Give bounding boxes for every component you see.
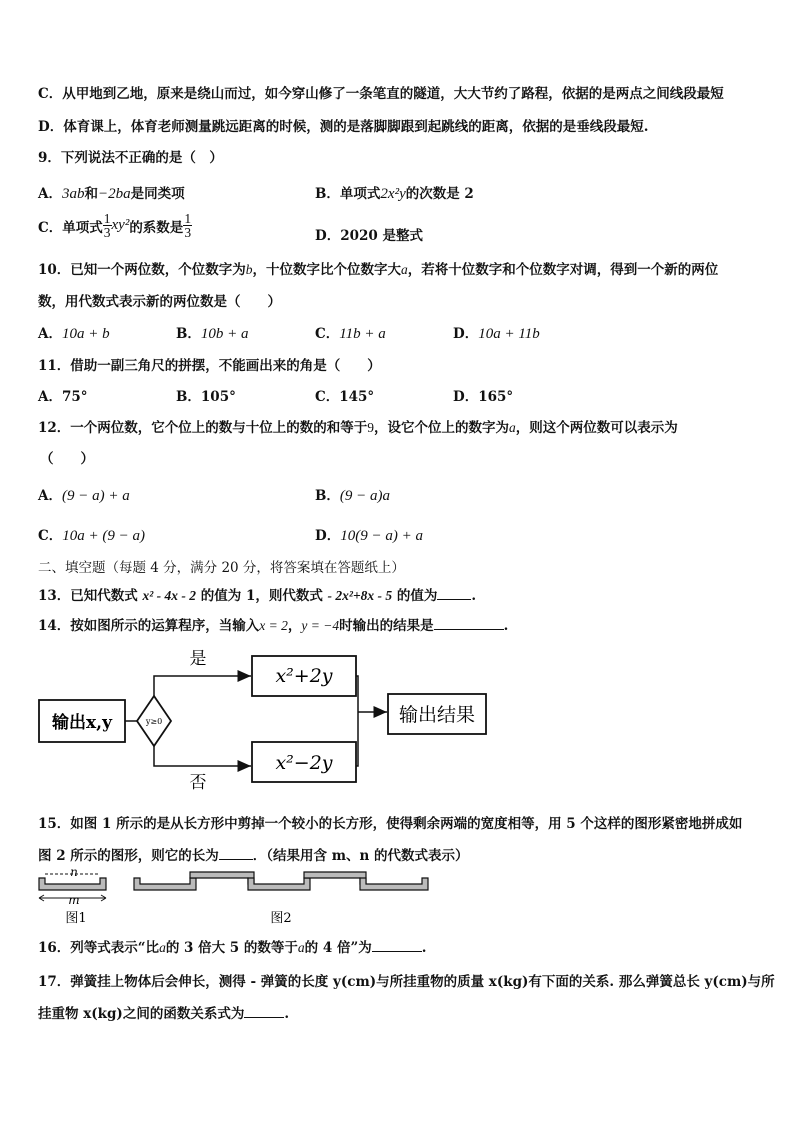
q11-option-b: B．105° xyxy=(176,389,236,405)
flowchart-condition-label: y≥0 xyxy=(145,717,163,726)
q11-stem: 11．借助一副三角尺的拼摆，不能画出来的角是（ ） xyxy=(38,358,381,374)
q11-option-d: D．165° xyxy=(453,389,514,405)
answer-blank[interactable] xyxy=(437,587,471,600)
fig1-m-label: m xyxy=(68,893,80,907)
answer-blank[interactable] xyxy=(434,617,504,630)
flowchart-input-label: 输出x,y xyxy=(52,713,112,733)
q15-stem-line1: 15．如图 1 所示的是从长方形中剪掉一个较小的长方形，使得剩余两端的宽度相等，用 5 个这样的图形紧密地拼成如 xyxy=(38,816,743,832)
flowchart-output-label: 输出结果 xyxy=(398,704,476,726)
q12-option-b: B．(9 − a)a xyxy=(315,488,391,504)
q10-option-a: A．10a + b xyxy=(38,326,110,342)
q12-stem-line2: （ ） xyxy=(40,451,94,467)
figure-1 xyxy=(39,866,106,926)
q15-figures xyxy=(36,866,436,928)
section-heading: 二、填空题（每题 4 分，满分 20 分，将答案填在答题纸上） xyxy=(38,560,405,576)
q17-stem-line2: 挂重物 x(kg)之间的函数关系式为 . xyxy=(38,1006,290,1022)
q11-option-c: C．145° xyxy=(315,389,375,405)
q11-option-a: A．75° xyxy=(38,389,88,405)
q8-option-d: D．体育课上，体育老师测量跳远距离的时候，测的是落脚脚跟到起跳线的距离，依据的是垂线段最短. xyxy=(38,119,649,135)
q9-option-b: B．单项式2x²y的次数是 2 xyxy=(315,186,474,202)
flowchart-top-expr: x²+2y xyxy=(275,665,333,687)
q12-option-a: A．(9 − a) + a xyxy=(38,488,130,504)
q12-option-d: D．10(9 − a) + a xyxy=(315,528,423,544)
q10-option-c: C．11b + a xyxy=(315,326,386,342)
q12-option-c: C．10a + (9 − a) xyxy=(38,528,145,544)
q13-stem: 13．已知代数式 x² - 4x - 2 的值为 1，则代数式 - 2x²+8x - 5 的值为 . xyxy=(38,588,477,604)
answer-blank[interactable] xyxy=(219,847,253,860)
no-branch-arrow xyxy=(154,746,251,766)
answer-blank[interactable] xyxy=(244,1005,284,1018)
q10-option-b: B．10b + a xyxy=(176,326,249,342)
q9-option-a: A．3ab和−2ba是同类项 xyxy=(38,186,185,202)
flowchart-bottom-expr: x²−2y xyxy=(275,752,333,774)
q10-stem-line2: 数，用代数式表示新的两位数是（ ） xyxy=(38,294,281,310)
fig1-n-label: n xyxy=(70,866,78,879)
answer-blank[interactable] xyxy=(372,939,422,952)
figure-2 xyxy=(134,872,428,926)
fig1-caption: 图1 xyxy=(65,911,87,926)
q10-stem-line1: 10．已知一个两位数，个位数字为b，十位数字比个位数字大a，若将十位数字和个位数字对调，得到一个新的两位 xyxy=(38,262,719,278)
fig2-caption: 图2 xyxy=(270,911,292,926)
q17-stem-line1: 17．弹簧挂上物体后会伸长，测得 - 弹簧的长度 y(cm)与所挂重物的质量 x(kg)有下面的关系. 那么弹簧总长 y(cm)与所 xyxy=(38,974,775,990)
q16-stem: 16．列等式表示“比a的 3 倍大 5 的数等于a的 4 倍”为 . xyxy=(38,940,427,956)
yes-branch-arrow xyxy=(154,676,251,696)
no-label: 否 xyxy=(189,773,207,793)
q10-option-d: D．10a + 11b xyxy=(453,326,540,342)
yes-label: 是 xyxy=(189,649,207,669)
q9-option-c: C．单项式 $\frac{1}{3}$ xy² 的系数是 $\frac{1}{3}$ xyxy=(38,211,192,240)
q12-stem-line1: 12．一个两位数，它个位上的数与十位上的数的和等于9，设它个位上的数字为a，则这个两位数可以表示为 xyxy=(38,420,678,436)
flowchart xyxy=(36,642,496,798)
q9-stem: 9．下列说法不正确的是（ ） xyxy=(38,150,223,166)
q14-stem: 14．按如图所示的运算程序，当输入x = 2，y = −4时输出的结果是 . xyxy=(38,618,509,634)
q15-stem-line2: 图 2 所示的图形，则它的长为 ．（结果用含 m、n 的代数式表示） xyxy=(38,848,469,864)
q9-option-d: D．2020 是整式 xyxy=(315,228,423,244)
q8-option-c: C．从甲地到乙地，原来是绕山而过，如今穿山修了一条笔直的隧道，大大节约了路程，依据的是两点之间线段最短 xyxy=(38,86,724,102)
